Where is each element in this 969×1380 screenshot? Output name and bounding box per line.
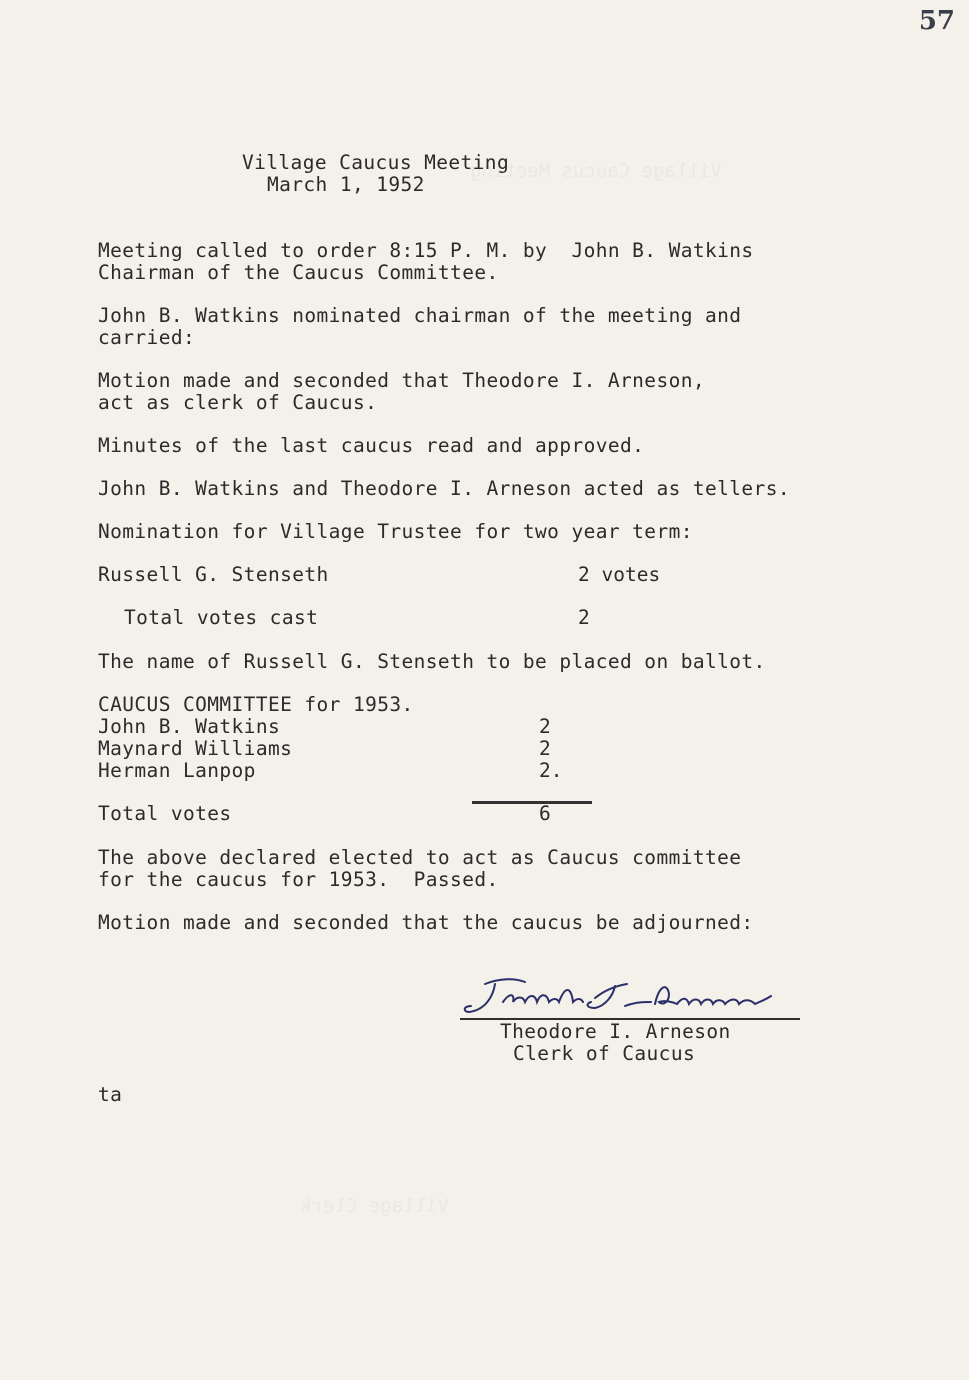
paragraph-minutes: Minutes of the last caucus read and approved. xyxy=(98,434,645,457)
bleed-through: Village Caucus Meeting xyxy=(470,160,722,182)
paragraph-call-to-order-line1: Meeting called to order 8:15 P. M. by John B. Watkins xyxy=(98,239,754,262)
committee-member-votes: 2 xyxy=(539,737,551,760)
paragraph-ballot: The name of Russell G. Stenseth to be placed on ballot. xyxy=(98,650,766,673)
paragraph-nomination: Nomination for Village Trustee for two year term: xyxy=(98,520,693,543)
nominee-votes: 2 votes xyxy=(578,563,661,586)
paragraph-elected-line1: The above declared elected to act as Caucus committee xyxy=(98,846,742,869)
document-title: Village Caucus Meeting xyxy=(242,151,510,174)
paragraph-elected-line2: for the caucus for 1953. Passed. xyxy=(98,868,499,891)
page-number: 57 xyxy=(918,6,955,36)
committee-heading: CAUCUS COMMITTEE for 1953. xyxy=(98,693,414,716)
paragraph-chairman-line1: John B. Watkins nominated chairman of the meeting and xyxy=(98,304,742,327)
signatory-title: Clerk of Caucus xyxy=(513,1042,696,1065)
committee-member-name: Maynard Williams xyxy=(98,737,293,760)
committee-member-name: Herman Lanpop xyxy=(98,759,256,782)
bleed-through: Village Clerk xyxy=(300,1195,449,1217)
committee-member-name: John B. Watkins xyxy=(98,715,281,738)
sum-rule xyxy=(472,801,592,804)
nominee-name: Russell G. Stenseth xyxy=(98,563,329,586)
committee-member-votes: 2. xyxy=(539,759,563,782)
committee-member-votes: 2 xyxy=(539,715,551,738)
typist-initials: ta xyxy=(98,1083,123,1106)
total-votes-label: Total votes xyxy=(98,802,232,825)
total-votes-cast-value: 2 xyxy=(578,606,590,629)
paragraph-chairman-line2: carried: xyxy=(98,326,196,349)
paragraph-clerk-motion-line1: Motion made and seconded that Theodore I. Arneson, xyxy=(98,369,705,392)
paragraph-call-to-order-line2: Chairman of the Caucus Committee. xyxy=(98,261,499,284)
paragraph-adjourn: Motion made and seconded that the caucus be adjourned: xyxy=(98,911,754,934)
document-date: March 1, 1952 xyxy=(267,173,425,196)
signatory-name: Theodore I. Arneson xyxy=(500,1020,731,1043)
total-votes-cast-label: Total votes cast xyxy=(124,606,319,629)
paragraph-clerk-motion-line2: act as clerk of Caucus. xyxy=(98,391,378,414)
paragraph-tellers: John B. Watkins and Theodore I. Arneson acted as tellers. xyxy=(98,477,790,500)
total-votes-value: 6 xyxy=(539,802,551,825)
